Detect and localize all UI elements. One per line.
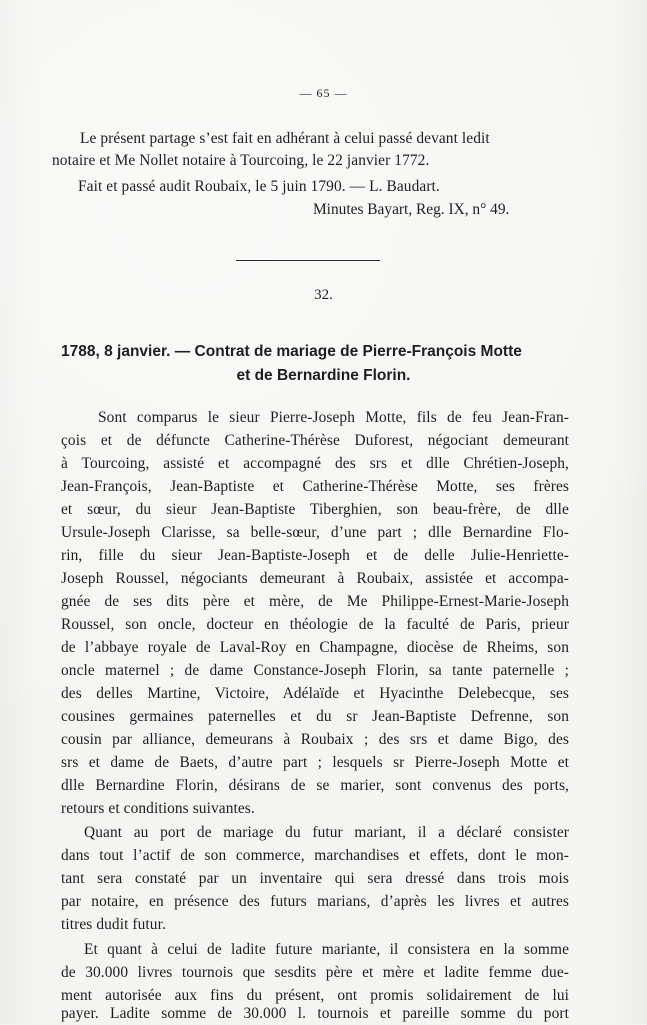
partage-line-1: Le présent partage s’est fait en adhérant à celui passé devant ledit bbox=[80, 130, 490, 147]
paragraph-line: par notaire, en présence des futurs marians, d’après les livres et autres bbox=[61, 893, 569, 910]
signature-line: Fait et passé audit Roubaix, le 5 juin 1790. — L. Baudart. bbox=[78, 178, 440, 195]
paragraph-line: gnée de ses dits père et mère, de Me Philippe-Ernest-Marie-Joseph bbox=[61, 593, 569, 610]
paragraph-line: Joseph Roussel, négociants demeurant à Roubaix, assistée et accompa- bbox=[61, 570, 569, 587]
paragraph-line: Roussel, son oncle, docteur en théologie de la faculté de Paris, prieur bbox=[61, 616, 569, 633]
paragraph-line: dlle Bernardine Florin, désirans de se marier, sont convenus des ports, bbox=[61, 777, 569, 794]
paragraph-line: cousines germaines paternelles et du sr Jean-Baptiste Defrenne, son bbox=[61, 708, 569, 725]
paragraph-line: Sont comparus le sieur Pierre-Joseph Motte, fils de feu Jean-Fran- bbox=[98, 409, 569, 426]
partage-line-2: notaire et Me Nollet notaire à Tourcoing, le 22 janvier 1772. bbox=[52, 152, 430, 169]
paragraph-line: Et quant à celui de ladite future mariante, il consistera en la somme bbox=[84, 941, 569, 958]
paragraph-line: et sœur, du sieur Jean-Baptiste Tiberghien, son beau-frère, de dlle bbox=[61, 501, 569, 518]
paragraph-line: dans tout l’actif de son commerce, marchandises et effets, dont le mon- bbox=[61, 847, 569, 864]
paragraph-line: des delles Martine, Victoire, Adélaïde et Hyacinthe Delebecque, ses bbox=[61, 685, 569, 702]
source-reference: Minutes Bayart, Reg. IX, n° 49. bbox=[313, 201, 510, 218]
heading-line-2: et de Bernardine Florin. bbox=[236, 367, 411, 384]
paragraph-line: srs et dame de Baets, d’autre part ; lesquels sr Pierre-Joseph Motte et bbox=[61, 754, 569, 771]
page-number: — 65 — bbox=[299, 86, 348, 100]
paragraph-line: titres dudit futur. bbox=[61, 916, 166, 933]
paragraph-line: tant sera constaté par un inventaire qui sera dressé dans trois mois bbox=[61, 870, 569, 887]
paragraph-line: Ursule-Joseph Clarisse, sa belle-sœur, d’une part ; dlle Bernardine Flo- bbox=[61, 524, 569, 541]
heading-line-1: 1788, 8 janvier. — Contrat de mariage de Pierre-François Motte bbox=[61, 343, 522, 360]
paragraph-line: cousin par alliance, demeurans à Roubaix ; des srs et dame Bigo, des bbox=[61, 731, 569, 748]
paragraph-line: ment autorisée aux fins du présent, ont promis solidairement de lui bbox=[61, 987, 569, 1004]
paragraph-line: rin, fille du sieur Jean-Baptiste-Joseph et de delle Julie-Henriette- bbox=[61, 547, 569, 564]
section-number: 32. bbox=[314, 287, 333, 303]
paragraph-line: de 30.000 livres tournois que sesdits père et mère et ladite femme due- bbox=[61, 964, 569, 981]
paragraph-line: Quant au port de mariage du futur mariant, il a déclaré consister bbox=[84, 824, 569, 841]
paragraph-line: Jean-François, Jean-Baptiste et Catherine-Thérèse Motte, ses frères bbox=[61, 478, 569, 495]
paragraph-line: de l’abbaye royale de Laval-Roy en Champagne, diocèse de Rheims, son bbox=[61, 639, 569, 656]
section-divider bbox=[236, 260, 380, 261]
paragraph-line: payer. Ladite somme de 30.000 l. tournois et pareille somme du port bbox=[61, 1005, 569, 1022]
paragraph-line: çois et de défuncte Catherine-Thérèse Duforest, négociant demeurant bbox=[61, 432, 569, 449]
paragraph-line: à Tourcoing, assisté et accompagné des srs et dlle Chrétien-Joseph, bbox=[61, 455, 569, 472]
paragraph-line: oncle maternel ; de dame Constance-Joseph Florin, sa tante paternelle ; bbox=[61, 662, 569, 679]
paragraph-line: retours et conditions suivantes. bbox=[61, 800, 255, 817]
